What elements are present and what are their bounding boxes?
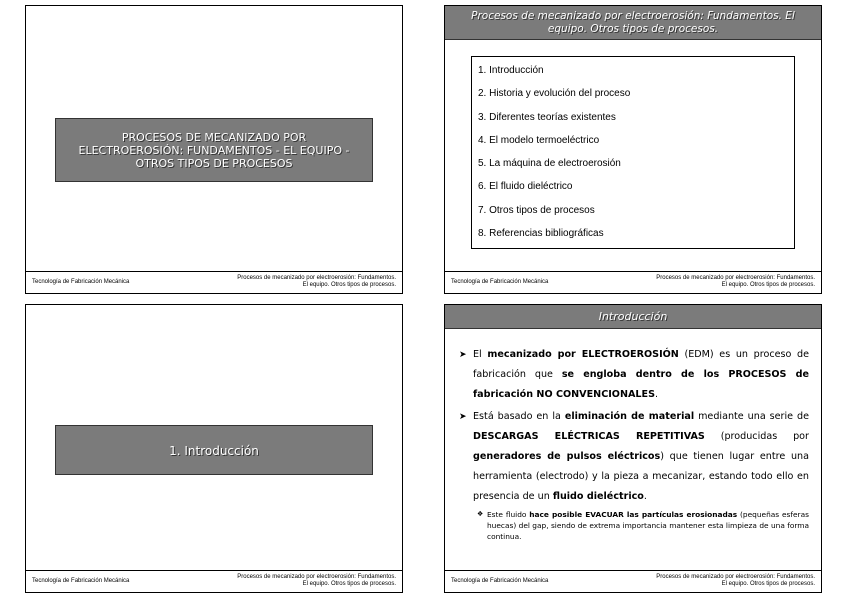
slide-title <box>25 5 403 294</box>
index-item: 6. El fluido dieléctrico <box>478 181 573 193</box>
footer-topic: Procesos de mecanizado por electroerosión: Fundamentos. El equipo. Otros tipos de procesos. <box>656 275 815 288</box>
slide-footer <box>445 271 821 293</box>
footer-course: Tecnología de Fabricación Mecánica <box>32 578 130 584</box>
slide-title-line: equipo. Otros tipos de procesos. <box>547 23 719 35</box>
index-item: 2. Historia y evolución del proceso <box>478 88 631 100</box>
index-item: 7. Otros tipos de procesos <box>478 204 595 216</box>
footer-topic: Procesos de mecanizado por electroerosión: Fundamentos. El equipo. Otros tipos de procesos. <box>237 574 396 587</box>
footer-course: Tecnología de Fabricación Mecánica <box>451 578 549 584</box>
main-title-box <box>55 118 373 182</box>
diamond-bullet-icon: ❖ <box>477 510 484 518</box>
slide-title-line: Procesos de mecanizado por electroerosión: Fundamentos. El <box>471 10 795 22</box>
slide-content <box>459 345 809 542</box>
slide-footer <box>26 271 402 293</box>
slide-footer <box>445 570 821 592</box>
main-title-line: ELECTROEROSIÓN: FUNDAMENTOS - EL EQUIPO - <box>78 144 350 157</box>
index-list <box>471 56 795 249</box>
index-item: 8. Referencias bibliográficas <box>478 228 604 240</box>
index-item: 3. Diferentes teorías existentes <box>478 111 616 123</box>
footer-course: Tecnología de Fabricación Mecánica <box>451 279 549 285</box>
footer-course: Tecnología de Fabricación Mecánica <box>32 279 130 285</box>
arrow-bullet-icon: ➤ <box>459 412 467 422</box>
index-item: 4. El modelo termoeléctrico <box>478 134 600 146</box>
main-title-line: OTROS TIPOS DE PROCESOS <box>135 157 293 170</box>
slide-section <box>25 304 403 593</box>
section-title-box: 1. Introducción <box>55 425 373 475</box>
index-item: 5. La máquina de electroerosión <box>478 158 621 170</box>
slide-index <box>444 5 822 294</box>
main-title-line: PROCESOS DE MECANIZADO POR <box>121 131 307 144</box>
bullet-paragraph: ➤ El mecanizado por ELECTROEROSIÓN (EDM) es un proceso de fabricación que se engloba dentro de los PROCESOS de fabricación NO CONVENCIONALES. <box>459 345 809 405</box>
bullet-paragraph: ➤ Está basado en la eliminación de material mediante una serie de DESCARGAS ELÉCTRICAS REPETITIVAS (producidas por generadores de pulsos eléctricos) que tienen lugar entre una herramienta (electrodo) y la pieza a mecanizar, estando todo ello en presencia de un fluido dieléctrico. <box>459 407 809 507</box>
slide-footer <box>26 570 402 592</box>
arrow-bullet-icon: ➤ <box>459 350 467 360</box>
footer-topic: Procesos de mecanizado por electroerosión: Fundamentos. El equipo. Otros tipos de procesos. <box>656 574 815 587</box>
index-item: 1. Introducción <box>478 65 544 76</box>
slide-title-bar <box>445 6 821 40</box>
slide-introduction <box>444 304 822 593</box>
sub-bullet-paragraph: ❖ Este fluido hace posible EVACUAR las partículas erosionadas (pequeñas esferas huecas) del gap, siendo de extrema importancia mantener esta limpieza de una forma continua. <box>477 510 809 541</box>
footer-topic: Procesos de mecanizado por electroerosión: Fundamentos. El equipo. Otros tipos de procesos. <box>237 275 396 288</box>
slide-title-bar: Introducción <box>445 305 821 329</box>
